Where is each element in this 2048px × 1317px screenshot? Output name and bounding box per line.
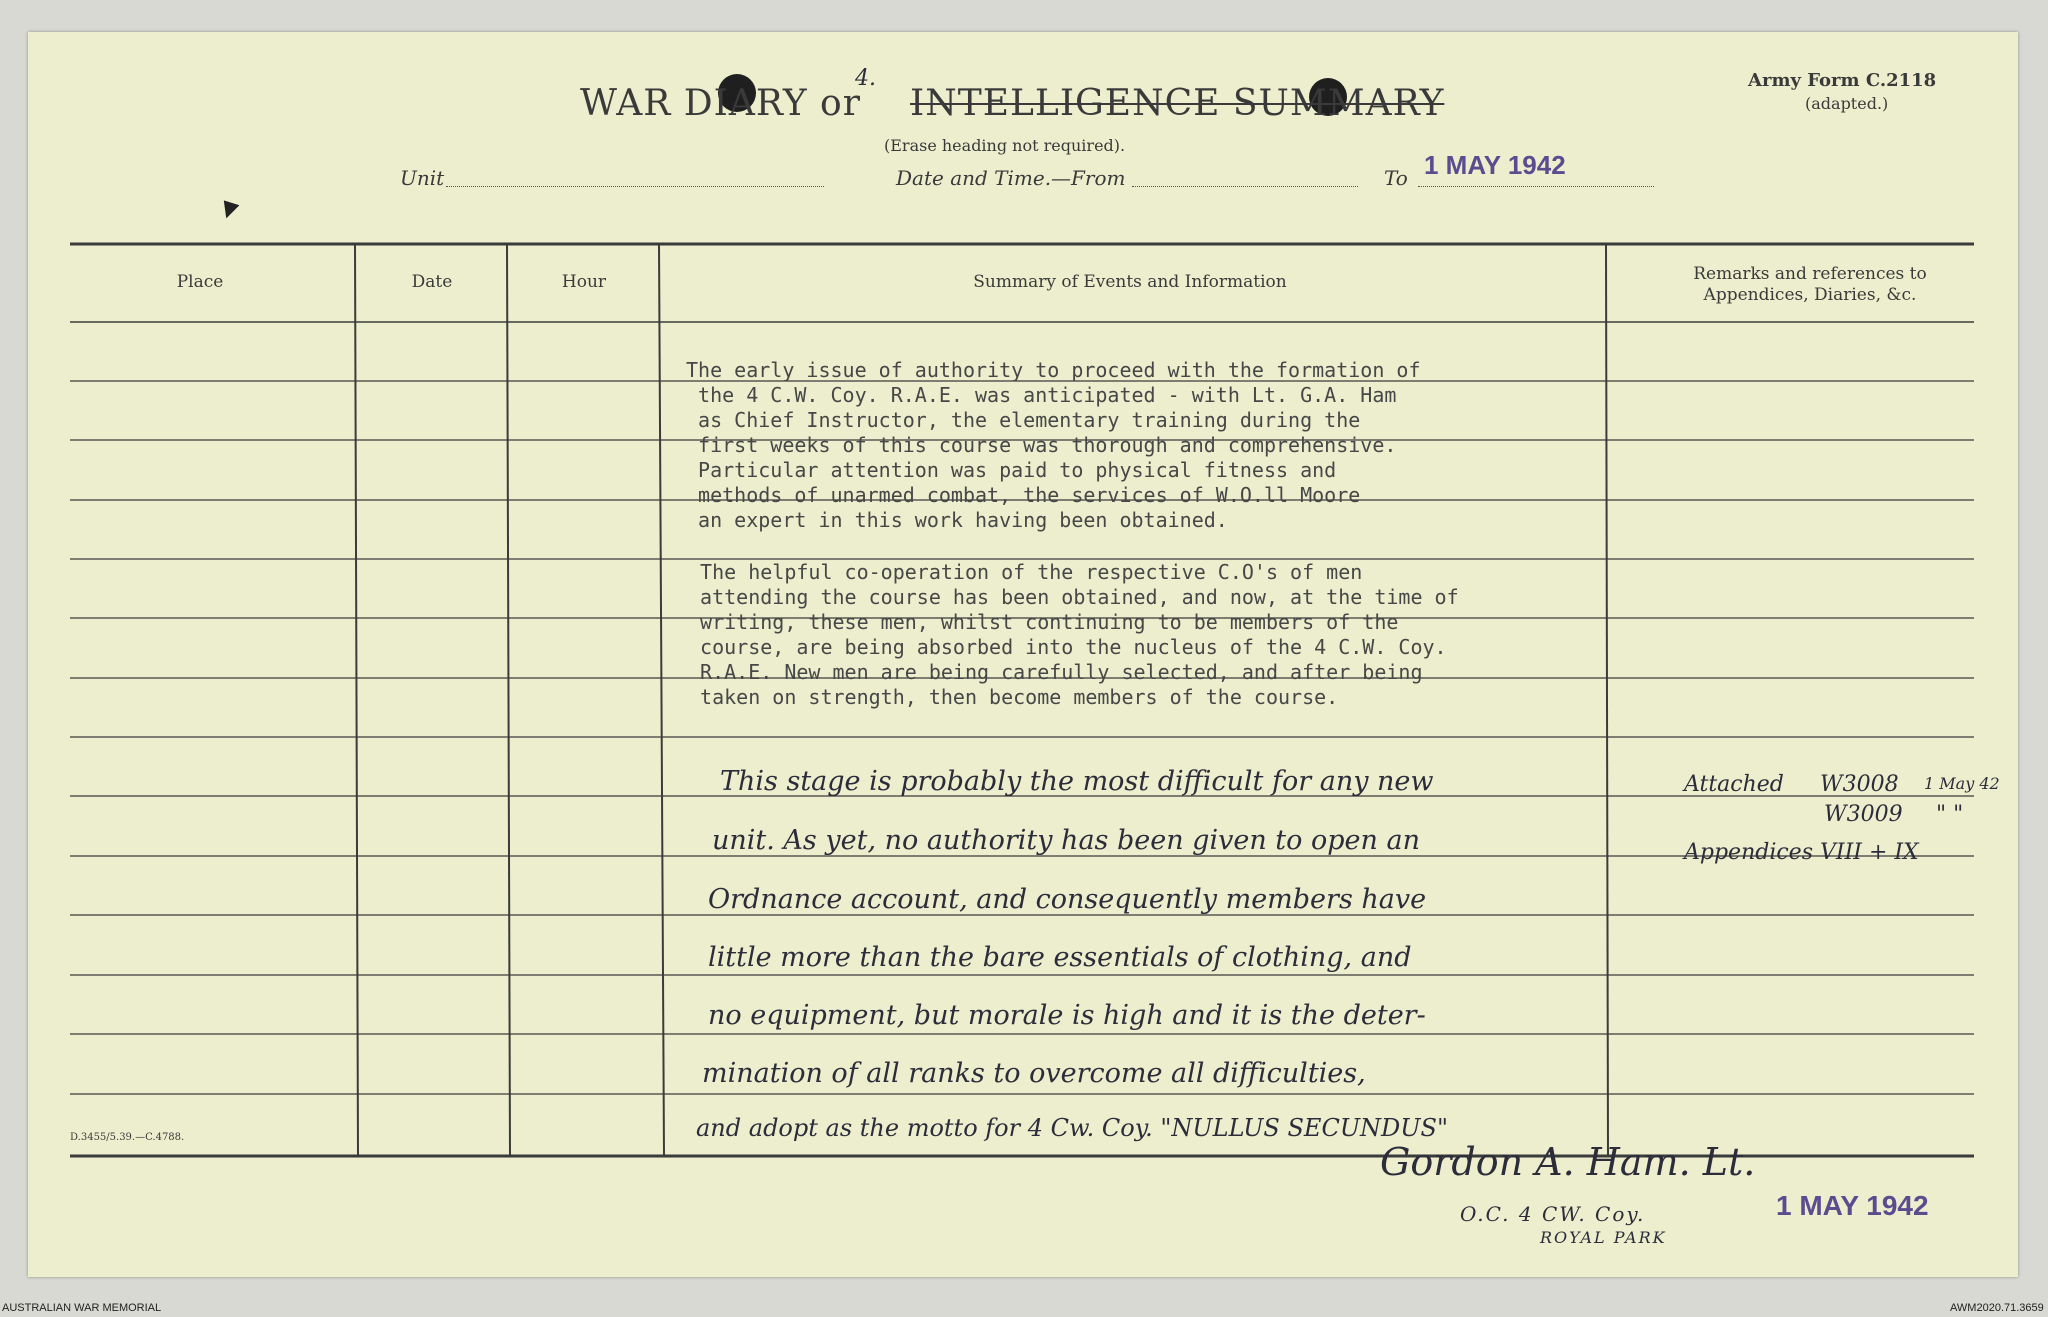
army-form-adapted: (adapted.)	[1805, 94, 1889, 113]
typed-line: taken on strength, then become members of the course.	[688, 685, 1339, 709]
handwritten-line: and adopt as the motto for 4 Cw. Coy. "NULLUS SECUNDUS"	[696, 1114, 1448, 1142]
remark-ref-w3008: W3008	[1820, 772, 1899, 797]
date-stamp-bottom: 1 MAY 1942	[1776, 1190, 1929, 1221]
remark-ditto: " "	[1936, 802, 1964, 827]
handwritten-line: little more than the bare essentials of clothing, and	[708, 942, 1412, 973]
erase-note: (Erase heading not required).	[884, 136, 1126, 155]
column-header-summary: Summary of Events and Information	[973, 272, 1287, 292]
title-war-diary: WAR DIARY or	[580, 83, 861, 124]
signature-location: ROYAL PARK	[1540, 1228, 1667, 1247]
handwritten-line: mination of all ranks to overcome all difficulties,	[702, 1058, 1366, 1089]
remark-appendices: Appendices VIII + IX	[1684, 840, 1919, 865]
typed-line: The early issue of authority to proceed with the formation of	[686, 358, 1421, 382]
unit-label: Unit	[400, 166, 445, 190]
typed-line: course, are being absorbed into the nucleus of the 4 C.W. Coy.	[688, 635, 1447, 659]
remark-date: 1 May 42	[1924, 774, 2000, 793]
handwritten-mark: 4.	[855, 66, 876, 91]
column-header-remarks-2: Appendices, Diaries, &c.	[1703, 285, 1917, 305]
handwritten-line: This stage is probably the most difficult for any new	[720, 766, 1434, 797]
handwritten-line: unit. As yet, no authority has been given to open an	[712, 825, 1420, 856]
signature-title: O.C. 4 CW. Coy.	[1460, 1202, 1646, 1226]
column-header-remarks-1: Remarks and references to	[1693, 264, 1927, 284]
title-intelligence-summary: INTELLIGENCE SUMMARY	[910, 83, 1445, 124]
typed-line: the 4 C.W. Coy. R.A.E. was anticipated - with Lt. G.A. Ham	[686, 383, 1397, 407]
typed-line: methods of unarmed combat, the services of W.O.ll Moore	[686, 483, 1361, 507]
column-header-place: Place	[176, 272, 224, 292]
handwritten-line: Ordnance account, and consequently members have	[708, 884, 1427, 915]
date-time-label: Date and Time.—From	[896, 166, 1126, 190]
column-header-date: Date	[411, 272, 453, 292]
typed-line: as Chief Instructor, the elementary training during the	[686, 408, 1361, 432]
signature: Gordon A. Ham. Lt.	[1380, 1140, 1756, 1184]
date-stamp-top: 1 MAY 1942	[1424, 150, 1566, 180]
typed-line: The helpful co-operation of the respective C.O's of men	[688, 560, 1363, 584]
to-label: To	[1384, 166, 1408, 190]
footer-credit: AUSTRALIAN WAR MEMORIAL	[2, 1302, 162, 1314]
column-header-hour: Hour	[561, 272, 607, 292]
typed-line: an expert in this work having been obtained.	[686, 508, 1228, 532]
typed-line: attending the course has been obtained, and now, at the time of	[688, 585, 1459, 609]
typed-line: R.A.E. New men are being carefully selected, and after being	[688, 660, 1423, 684]
typed-line: first weeks of this course was thorough and comprehensive.	[686, 433, 1397, 457]
footer-accession-number: AWM2020.71.3659	[1950, 1302, 2044, 1314]
typed-line: Particular attention was paid to physical fitness and	[686, 458, 1337, 482]
remark-ref-w3009: W3009	[1824, 802, 1903, 827]
typed-line: writing, these men, whilst continuing to be members of the	[688, 610, 1399, 634]
form-code: D.3455/5.39.—C.4788.	[70, 1132, 185, 1143]
handwritten-line: no equipment, but morale is high and it is the deter-	[708, 1000, 1426, 1031]
army-form-label: Army Form C.2118	[1748, 70, 1937, 91]
remark-attached: Attached	[1684, 772, 1784, 797]
